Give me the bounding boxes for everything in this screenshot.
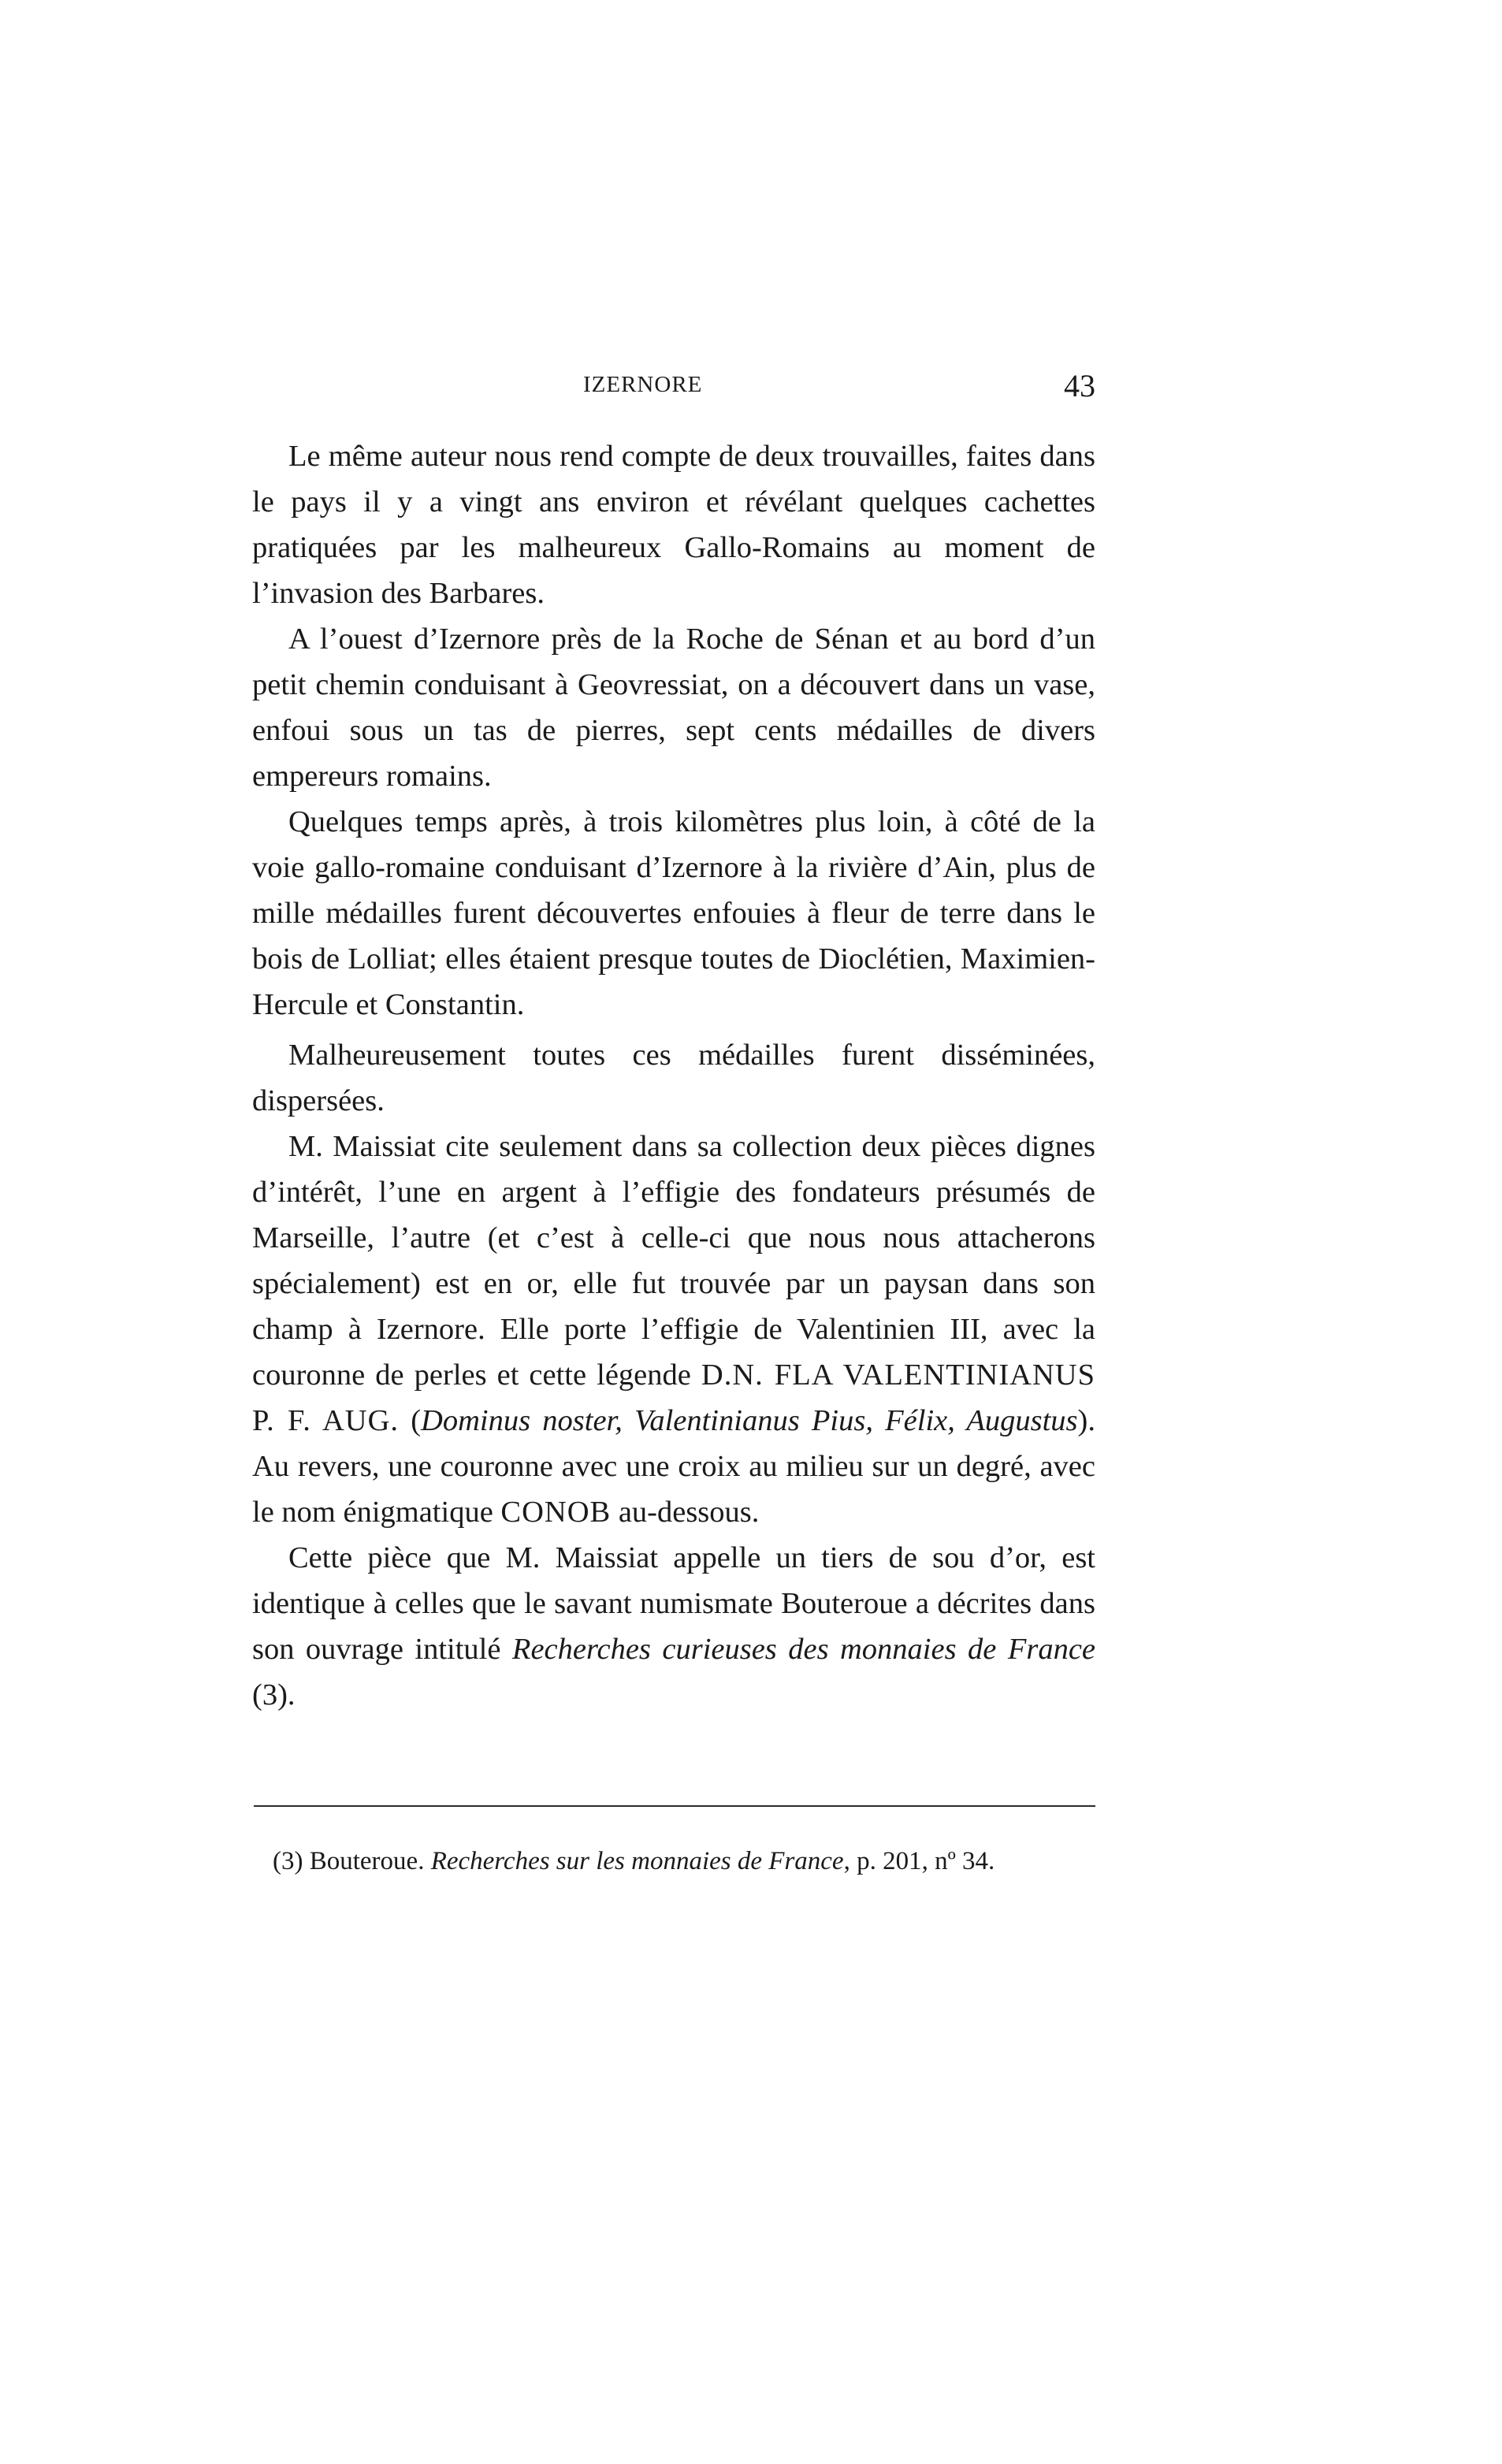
book-title: Recherches curieuses des monnaies de France <box>511 1633 1095 1666</box>
page-number: 43 <box>1064 368 1095 403</box>
paragraph-2: A l’ouest d’Izernore près de la Roche de Sénan et au bord d’un petit chemin conduisant à Geovressiat, on a découvert dans un vase, enfoui sous un tas de pierres, sept cents médailles de divers empereurs romains. <box>252 623 1095 793</box>
paragraph-3: Quelques temps après, à trois kilomètres plus loin, à côté de la voie gallo-romaine conduisant d’Izernore à la rivière d’Ain, plus de mille médailles furent découvertes enfouies à fleur de terre dans le bois de Lolliat; elles étaient presque toutes de Dioclétien, Maximien-Hercule et Constantin. <box>252 805 1095 1021</box>
running-head <box>252 368 1095 411</box>
coin-legend: D.N. FLA VALENTINIANUS P. F. AUG. <box>252 1358 1095 1437</box>
footnote-ref: , p. 201, nº 34. <box>843 1847 995 1875</box>
legend-expansion: Dominus noster, Valentinianus Pius, Félix, Augustus <box>421 1404 1078 1437</box>
paragraph-5 <box>252 1124 1095 1535</box>
footnote <box>273 1844 1095 1879</box>
paragraph-6-text: Cette pièce que M. Maissiat appelle un tiers de sou d’or, est identique à celles que le savant numismate Bouteroue a décrites dans son ouvrage intitulé <box>252 1541 1095 1666</box>
footnote-reference: (3). <box>252 1678 296 1711</box>
running-title: IZERNORE <box>583 372 703 397</box>
paragraph-5-end: au-dessous. <box>611 1496 760 1529</box>
paragraph-5-text-a: M. Maissiat cite seulement dans sa collection deux pièces dignes d’intérêt, l’une en argent à l’effigie des fondateurs présumés de Marseille, l’autre (et c’est à celle-ci que nous nous attacherons spécialement) est en or, elle fut trouvée par un paysan dans son champ à Izernore. Elle porte l’effigie de Valentinien III, avec la couronne de perles et cette légende <box>252 1130 1095 1392</box>
footnote-marker: (3) <box>273 1847 303 1875</box>
footnote-divider <box>254 1805 1095 1807</box>
open-paren: ( <box>399 1404 422 1437</box>
main-text <box>252 433 1095 1718</box>
paragraph-5-text-b: ). Au revers, une couronne avec une croix au milieu sur un degré, avec le nom énigmatique <box>252 1404 1095 1529</box>
footnote-title: Recherches sur les monnaies de France <box>430 1847 844 1875</box>
mint-mark: CONOB <box>500 1496 612 1529</box>
footnote-author: Bouteroue. <box>303 1847 431 1875</box>
paragraph-1: Le même auteur nous rend compte de deux trouvailles, faites dans le pays il y a vingt ans environ et révélant quelques cachettes pratiquées par les malheureux Gallo-Romains au moment de l’invasion des Barbares. <box>252 440 1095 610</box>
paragraph-4: Malheureusement toutes ces médailles furent disséminées, dispersées. <box>252 1039 1095 1117</box>
paragraph-6 <box>252 1535 1095 1718</box>
